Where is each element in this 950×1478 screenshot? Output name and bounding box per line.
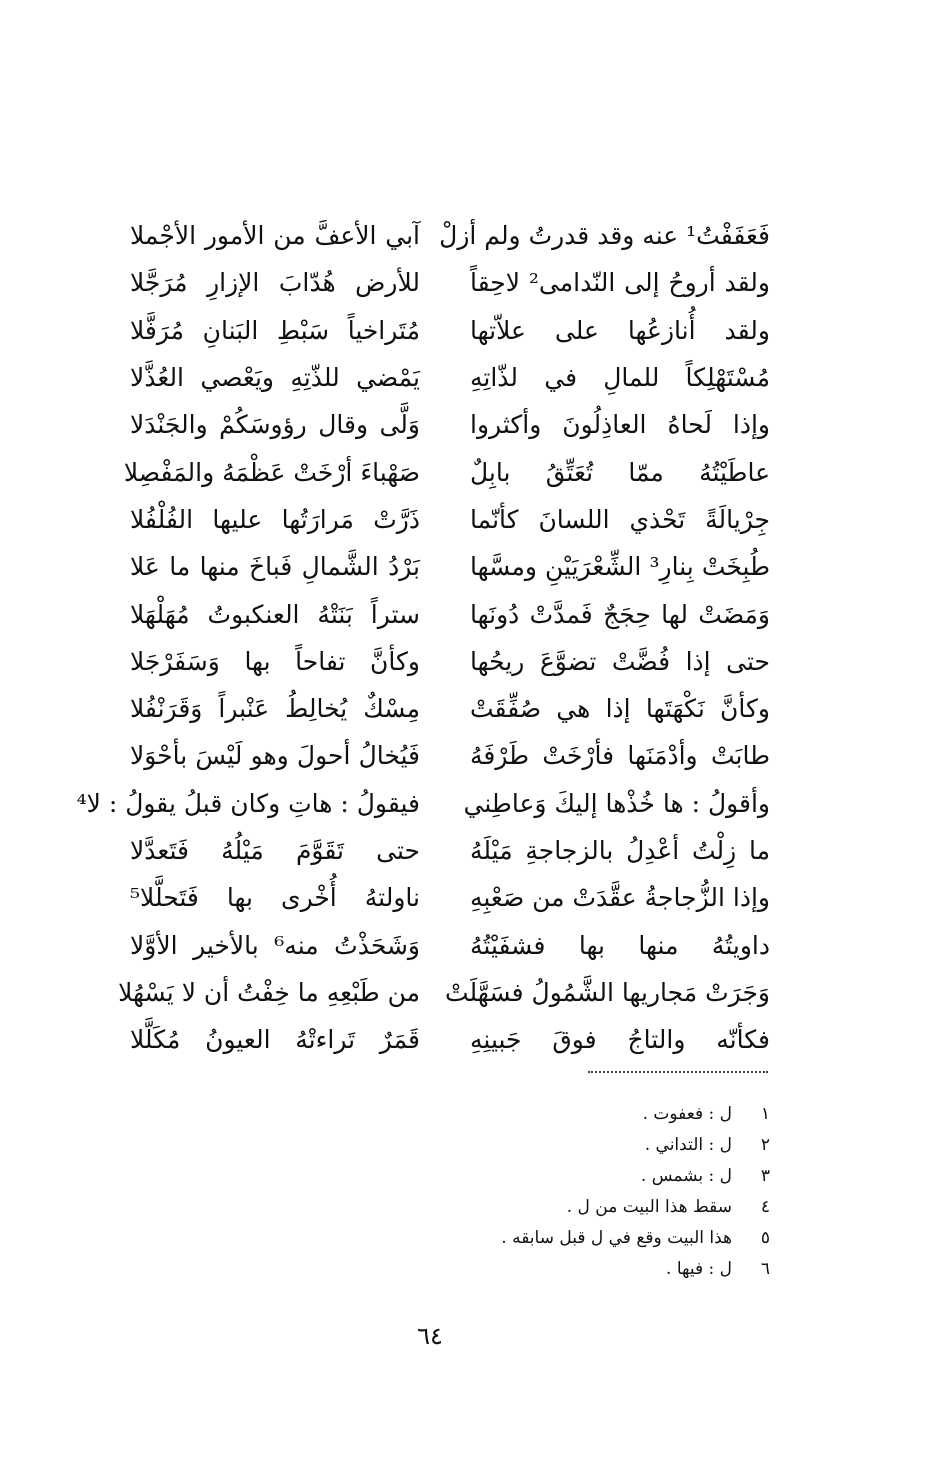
verse-second-hemistich: يَمْضي للذّتِهِ ويَعْصي العُذَّلا	[130, 363, 420, 393]
verse-second-hemistich: وَشَحَذْتُ منه⁶ بالأخير الأوَّلا	[130, 930, 420, 960]
verse-first-hemistich: وَمَضَتْ لها حِجَجٌ فَمدَّتْ دُونَها	[470, 599, 770, 629]
footnote-separator	[588, 1071, 768, 1073]
verse-line	[130, 921, 770, 968]
verse-line	[130, 496, 770, 543]
verse-line	[130, 354, 770, 401]
verse-first-hemistich: وإذا لَحاهُ العاذِلُونَ وأكثروا	[470, 410, 770, 440]
footnote-number: ٥	[760, 1227, 770, 1248]
footnote-text: ل : التداني .	[644, 1134, 732, 1155]
verse-first-hemistich: جِرْيالَةً تَحْذي اللسانَ كأنّما	[470, 504, 770, 534]
verse-second-hemistich: ستراً بَنَتْهُ العنكبوتُ مُهَلْهَلا	[130, 599, 420, 629]
verse-line	[130, 590, 770, 637]
verse-line	[130, 543, 770, 590]
verse-line	[130, 401, 770, 448]
verse-first-hemistich: وكأنَّ نَكْهَتَها إذا هي صُفِّقَتْ	[470, 694, 770, 724]
footnote	[350, 1191, 770, 1222]
verse-first-hemistich: داويتُهُ منها بها فشفَيْتُهُ	[470, 930, 770, 960]
verse-second-hemistich: للأرض هُدّابَ الإزارِ مُرَجَّلا	[130, 268, 420, 298]
verse-line	[130, 212, 770, 259]
verse-line	[130, 874, 770, 921]
verse-first-hemistich: ما زِلْتُ أعْدِلُ بالزجاجةِ مَيْلَهُ	[470, 836, 770, 865]
verse-second-hemistich: ناولتهُ أُخْرى بها فَتَحلَّلا⁵	[130, 883, 420, 913]
footnote-number: ١	[760, 1103, 770, 1124]
footnote	[350, 1222, 770, 1253]
verse-first-hemistich: فَعَفَفْتُ¹ عنه وقد قدرتُ ولم أزلْ	[439, 221, 770, 251]
verse-first-hemistich: وأقولُ : ها خُذْها إليكَ وَعاطِني	[463, 788, 770, 818]
verse-second-hemistich: مِسْكٌ يُخالِطُ عَنْبراً وَقَرَنْفُلا	[130, 694, 420, 724]
verse-second-hemistich: فيقولُ : هاتِ وكان قبلُ يقولُ : لا⁴	[76, 788, 420, 818]
verse-second-hemistich: من طَبْعِهِ ما خِفْتُ أن لا يَسْهُلا	[118, 977, 420, 1007]
footnote-text: ل : فيها .	[666, 1258, 732, 1279]
poem-verses	[76, 212, 770, 1063]
verse-first-hemistich: ولقد أُنازعُها على علاّتها	[470, 315, 770, 345]
verse-first-hemistich: وَجَرَتْ مَجاريها الشَّمُولُ فسَهَّلَتْ	[444, 977, 770, 1007]
verse-line	[130, 685, 770, 732]
verse-line	[130, 638, 770, 685]
verse-first-hemistich: طابَتْ وأدْمَنَها فأرْخَتْ طَرْفَهُ	[470, 741, 770, 771]
verse-first-hemistich: عاطَيْتُهُ ممّا تُعَتِّقُ بابِلٌ	[470, 457, 770, 487]
footnote	[350, 1098, 770, 1129]
verse-second-hemistich: فَيُخالُ أحولَ وهو لَيْسَ بأحْوَلا	[130, 741, 420, 771]
footnote-text: هذا البيت وقع في ل قبل سابقه .	[501, 1227, 732, 1248]
verse-second-hemistich: وكأنَّ تفاحاً بها وَسَفَرْجَلا	[130, 646, 420, 676]
footnote-number: ٣	[760, 1165, 770, 1186]
verse-line	[123, 448, 770, 495]
verse-line	[130, 1016, 770, 1063]
verse-second-hemistich: آبي الأعفَّ من الأمور الأجْملا	[130, 221, 420, 251]
footnote-text: ل : فعفوت .	[642, 1103, 732, 1124]
footnote-number: ٤	[760, 1196, 770, 1217]
footnote	[350, 1253, 770, 1284]
footnote-text: ل : بشمس .	[640, 1165, 732, 1186]
verse-line	[130, 259, 770, 306]
footnote-number: ٦	[760, 1258, 770, 1279]
footnote	[350, 1129, 770, 1160]
verse-second-hemistich: بَرْدُ الشَّمالِ فَباخَ منها ما عَلا	[130, 552, 420, 582]
verse-first-hemistich: وإذا الزُّجاجةُ عقَّدَتْ من صَعْبِهِ	[469, 883, 770, 913]
page-number: ٦٤	[417, 1322, 443, 1350]
verse-first-hemistich: طُبِخَتْ بِنارِ³ الشِّعْرَيَيْنِ ومسَّها	[470, 552, 770, 582]
verse-first-hemistich: مُسْتَهْلِكاً للمالِ في لذّاتِهِ	[470, 363, 770, 393]
verse-second-hemistich: صَهْباءَ أرْخَتْ عَظْمَهُ والمَفْصِلا	[123, 457, 420, 487]
verse-first-hemistich: حتى إذا فُضَّتْ تضوَّعَ ريحُها	[470, 646, 770, 676]
verse-line	[118, 969, 770, 1016]
verse-first-hemistich: ولقد أروحُ إلى النّدامى² لاحِقاً	[470, 268, 770, 298]
verse-second-hemistich: وَلَّى وقال رؤوسَكُمْ والجَنْدَلا	[130, 410, 420, 440]
verse-first-hemistich: فكأنّه والتاجُ فوقَ جَبينِهِ	[470, 1025, 770, 1055]
verse-second-hemistich: قَمَرٌ تَراءتْهُ العيونُ مُكَلَّلا	[130, 1025, 420, 1055]
verse-line	[130, 307, 770, 354]
footnote-text: سقط هذا البيت من ل .	[566, 1196, 732, 1217]
verse-line	[76, 780, 770, 827]
footnote-number: ٢	[760, 1134, 770, 1155]
footnotes	[350, 1098, 770, 1284]
verse-second-hemistich: حتى تَقَوَّمَ مَيْلُهُ فَتَعدَّلا	[130, 836, 420, 865]
verse-line	[130, 732, 770, 779]
verse-second-hemistich: ذَرَّتْ مَرارَتُها عليها الفُلْفُلا	[130, 504, 420, 534]
footnote	[350, 1160, 770, 1191]
verse-line	[130, 827, 770, 874]
verse-second-hemistich: مُتَراخياً سَبْطِ البَنانِ مُرَفَّلا	[130, 315, 420, 345]
